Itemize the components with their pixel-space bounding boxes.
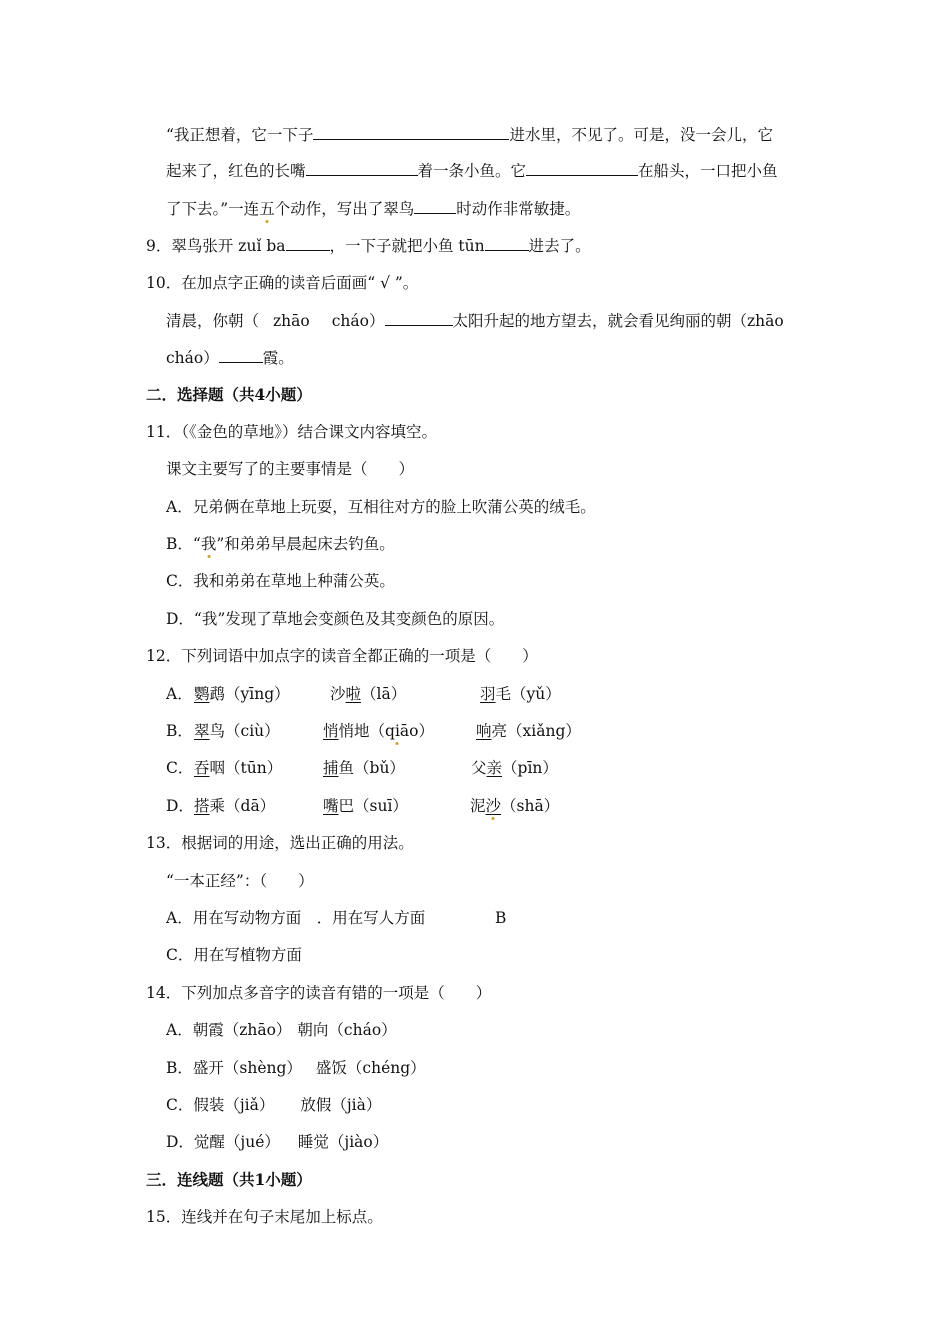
underlined-char: 鹦: [194, 685, 210, 703]
q9-text: 进去了。: [528, 237, 591, 255]
q8-text: 着一条小鱼。它: [417, 162, 527, 180]
q12-word: 沙: [330, 685, 346, 703]
q8-text: 时动作非常敏捷。: [456, 200, 581, 218]
dotted-char: 我: [200, 535, 217, 553]
option-label: A．: [166, 685, 193, 703]
q11-sub: 课文主要写了的主要事情是（ ）: [166, 460, 415, 478]
q13-option-c[interactable]: C．用在写植物方面: [166, 946, 302, 964]
q8-text: 起来了，红色的长嘴: [166, 162, 306, 180]
q12-option-b[interactable]: [166, 720, 726, 742]
blank[interactable]: [286, 235, 330, 251]
blank[interactable]: [485, 235, 529, 251]
q13-sub: “一本正经”：（ ）: [166, 872, 314, 890]
underlined-char: 嘴: [323, 797, 339, 815]
blank[interactable]: [526, 160, 638, 176]
question-10-stem: 10．在加点字正确的读音后面画“ √ ”。: [146, 274, 419, 292]
q11-option-d[interactable]: D．“我”发现了草地会变颜色及其变颜色的原因。: [166, 610, 505, 628]
q8-text: 了下去。”一连: [166, 200, 260, 218]
dotted-char: 五: [259, 200, 275, 218]
q8-line-3: [166, 198, 580, 220]
q12-word: 鹉（yīng）: [209, 685, 290, 703]
blank[interactable]: [306, 160, 418, 176]
question-15-stem: 15．连线并在句子末尾加上标点。: [146, 1208, 383, 1226]
pinyin-option[interactable]: cháo）: [331, 312, 385, 330]
q12-word: 鸟（ciù）: [209, 722, 280, 740]
q12-option-a[interactable]: [166, 683, 726, 705]
q10-line-1: [166, 310, 784, 332]
q12-word: 鱼（bǔ）: [338, 759, 405, 777]
question-9: [146, 235, 591, 257]
q14-option-d[interactable]: [166, 1131, 388, 1153]
option-label: C．: [166, 759, 194, 777]
q12-word: 悄地（q: [338, 722, 395, 740]
q12-word: 巴（suī）: [338, 797, 408, 815]
underlined-char: 悄: [323, 722, 339, 740]
question-12-stem: 12．下列词语中加点字的读音全都正确的一项是（ ）: [146, 647, 538, 665]
q8-line-1: [166, 124, 773, 146]
q12-word: 父: [471, 759, 487, 777]
q12-word: āo）: [399, 722, 434, 740]
underlined-char: 啦: [345, 685, 362, 703]
option-label: B．: [166, 722, 193, 740]
question-13-stem: 13．根据词的用途，选出正确的用法。: [146, 834, 414, 852]
q11-option-b[interactable]: [166, 533, 395, 555]
pinyin-option[interactable]: zhāo: [273, 312, 310, 330]
q11-text: ”和弟弟早晨起床去钓鱼。: [216, 535, 395, 553]
q11-option-a[interactable]: A．兄弟俩在草地上玩耍，互相往对方的脸上吹蒲公英的绒毛。: [166, 498, 596, 516]
blank[interactable]: [414, 198, 456, 214]
q14-option-b[interactable]: [166, 1057, 426, 1079]
option-label: D．: [166, 797, 194, 815]
q9-text: 9．翠鸟张开 zuǐ ba: [146, 237, 286, 255]
q12-word: （lā）: [361, 685, 407, 703]
q10-text: 霞。: [262, 349, 294, 367]
q13-option-a[interactable]: A．用在写动物方面 ．用在写人方面: [166, 909, 426, 927]
q14-option-a[interactable]: [166, 1019, 397, 1041]
q12-word: （shā）: [501, 797, 560, 815]
q12-word: 毛（yǔ）: [495, 685, 561, 703]
q14-word: 盛饭（chéng）: [315, 1059, 426, 1077]
q14-word: 朝向（cháo）: [297, 1021, 397, 1039]
section-3-heading: 三．连线题（共1小题）: [146, 1170, 312, 1189]
q14-option-c[interactable]: [166, 1094, 381, 1116]
q12-word: （pīn）: [502, 759, 558, 777]
underlined-char: 翠: [194, 722, 210, 740]
q9-text: ，一下子就把小鱼 tūn: [329, 237, 485, 255]
underlined-char: 响: [476, 722, 492, 740]
q13-option-b[interactable]: B: [495, 909, 507, 927]
section-2-heading: 二．选择题（共4小题）: [146, 385, 312, 404]
q10-text: cháo）: [166, 349, 219, 367]
q11-option-c[interactable]: C．我和弟弟在草地上种蒲公英。: [166, 572, 395, 590]
q8-text: “我正想着，它一下子: [166, 126, 314, 144]
q12-word: 咽（tūn）: [209, 759, 283, 777]
q10-text: 太阳升起的地方望去，就会看见绚丽的朝（zhāo: [452, 312, 784, 330]
q14-word: 睡觉（jiào）: [297, 1133, 389, 1151]
q14-word: C．假装（jiǎ）: [166, 1096, 275, 1114]
q10-text: 清晨，你朝（: [166, 312, 260, 330]
underlined-char: 捕: [323, 759, 339, 777]
underlined-char: 搭: [194, 797, 210, 815]
q8-text: 在船头，一口把小鱼: [638, 162, 778, 180]
underlined-char: 羽: [480, 685, 496, 703]
q8-text: 个动作，写出了翠鸟: [274, 200, 415, 218]
q8-line-2: [166, 160, 778, 182]
question-11-stem: 11．（《金色的草地》）结合课文内容填空。: [146, 423, 437, 441]
dotted-char: i: [394, 722, 400, 740]
q12-option-d[interactable]: [166, 795, 726, 817]
underlined-char: 沙: [485, 797, 502, 815]
q14-word: B．盛开（shèng）: [166, 1059, 302, 1077]
q14-word: 放假（jià）: [300, 1096, 382, 1114]
q12-word: 乘（dā）: [209, 797, 276, 815]
q10-line-2: [166, 347, 294, 369]
underlined-char: 亲: [486, 759, 503, 777]
q11-text: B．“: [166, 535, 201, 553]
blank[interactable]: [313, 124, 509, 140]
q12-word: 泥: [470, 797, 486, 815]
underlined-char: 吞: [194, 759, 210, 777]
question-14-stem: 14．下列加点多音字的读音有错的一项是（ ）: [146, 984, 492, 1002]
q14-word: A．朝霞（zhāo）: [166, 1021, 292, 1039]
q14-word: D．觉醒（jué）: [166, 1133, 280, 1151]
blank[interactable]: [219, 347, 263, 363]
blank[interactable]: [385, 310, 453, 326]
q12-option-c[interactable]: [166, 757, 726, 779]
q12-word: 亮（xiǎng）: [491, 722, 581, 740]
q8-text: 进水里，不见了。可是，没一会儿，它: [509, 126, 773, 144]
